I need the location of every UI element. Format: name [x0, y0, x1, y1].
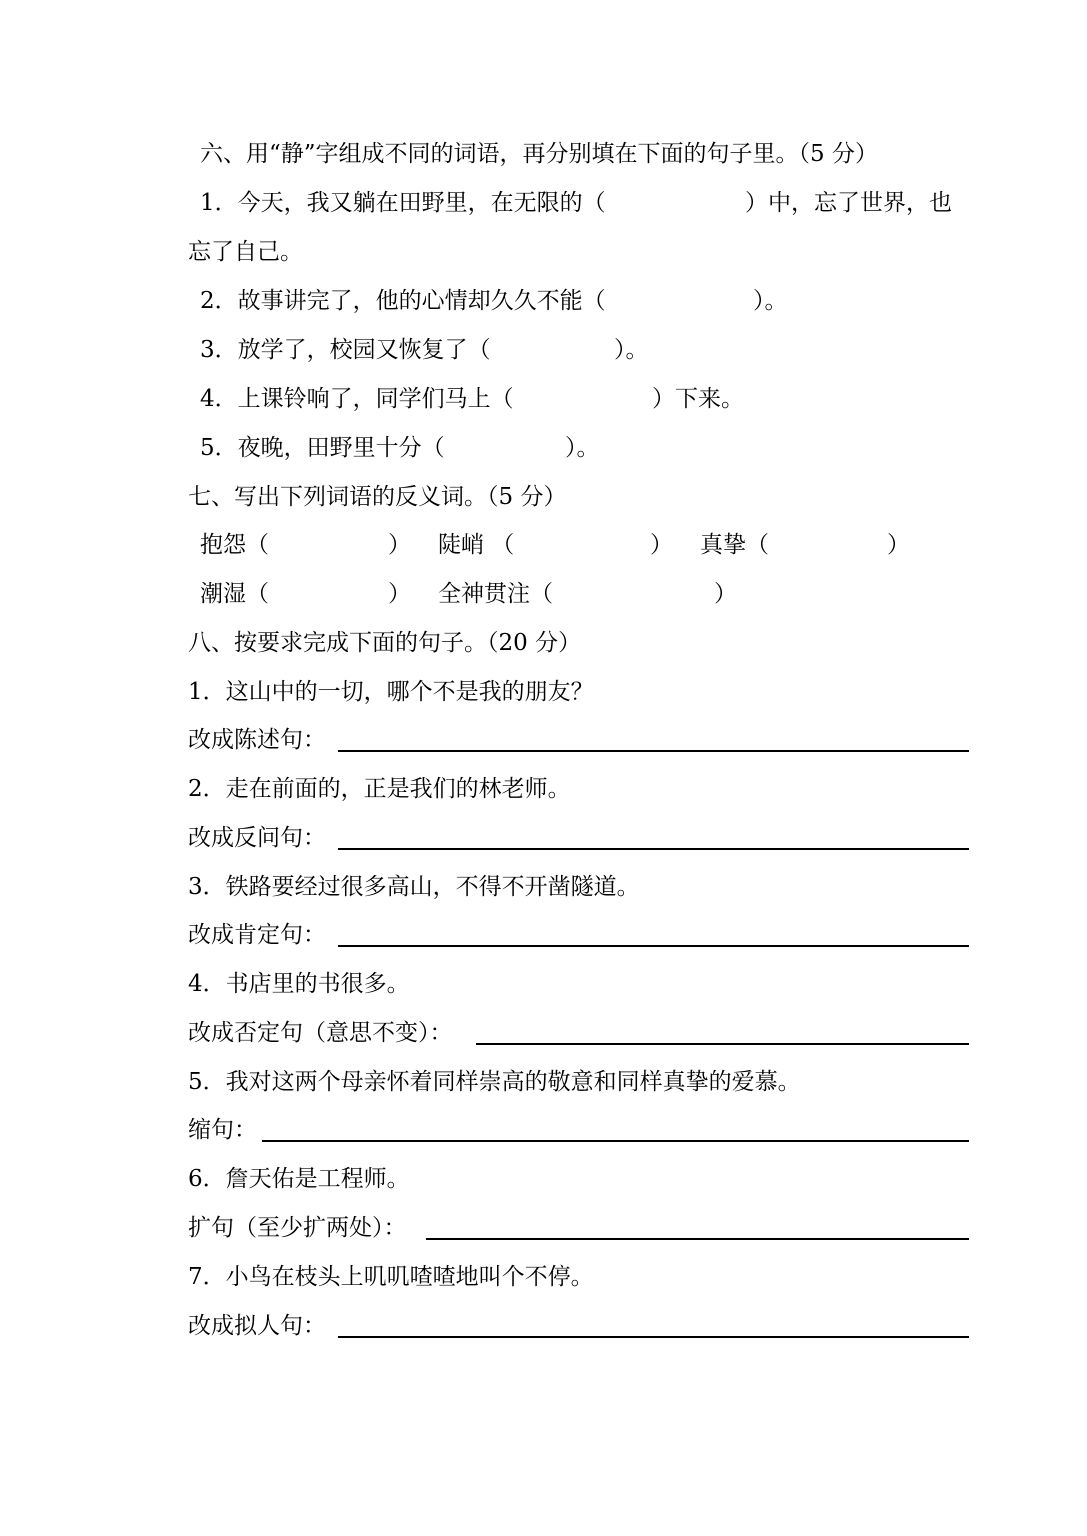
antonym-item-4: 潮湿（: [200, 581, 269, 607]
answer-line-5[interactable]: [262, 1140, 969, 1142]
answer-line-7[interactable]: [338, 1336, 969, 1338]
answer-line-6[interactable]: [426, 1238, 969, 1240]
answer-line-3[interactable]: [338, 945, 969, 947]
antonym-item-1: 抱怨（: [200, 532, 269, 558]
answer-line-1[interactable]: [338, 750, 969, 752]
answer-line-4[interactable]: [476, 1043, 969, 1045]
antonym-item-5: 全神贯注（: [438, 581, 553, 607]
antonym-item-2: 陡峭 （: [438, 532, 515, 558]
antonym-item-3: 真挚（: [700, 532, 769, 558]
answer-line-2[interactable]: [338, 848, 969, 850]
worksheet-page: 六、用“静”字组成不同的词语，再分别填在下面的句子里。（5 分） 1．今天，我又躺在田野里，在无限的（ ）中，忘了世界，也 忘了自己。 2．故事讲完了，他的心情却久久不能（ ）。 3．放学了，校园又恢复了（ ）。 4．上课铃响了，同学们马上（ ）下来。 5．夜晚，田野里十分（ ）。 七、写出下列词语的反义词。（5 分） 抱怨（ ） 陡峭 （ ） 真挚（ ） 潮湿（ ） 全神贯注（ ） 八、按要求完成下面的句子。（20 分） 1．这山中的一切，哪个不是我的朋友？ 改成陈述句： 2．走在前面的，正是我们的林老师。 改成反问句： 3．铁路要经过很多高山，不得不开凿隧道。 改成肯定句： 4．书店里的书很多。 改成否定句（意思不变）： 5．我对这两个母亲怀着同样崇高的敬意和同样真挚的爱慕。 缩句： 6．詹天佑是工程师。 扩句（至少扩两处）： 7．小鸟在枝头上叽叽喳喳地叫个不停。 改成拟人句：: [0, 0, 1087, 1536]
